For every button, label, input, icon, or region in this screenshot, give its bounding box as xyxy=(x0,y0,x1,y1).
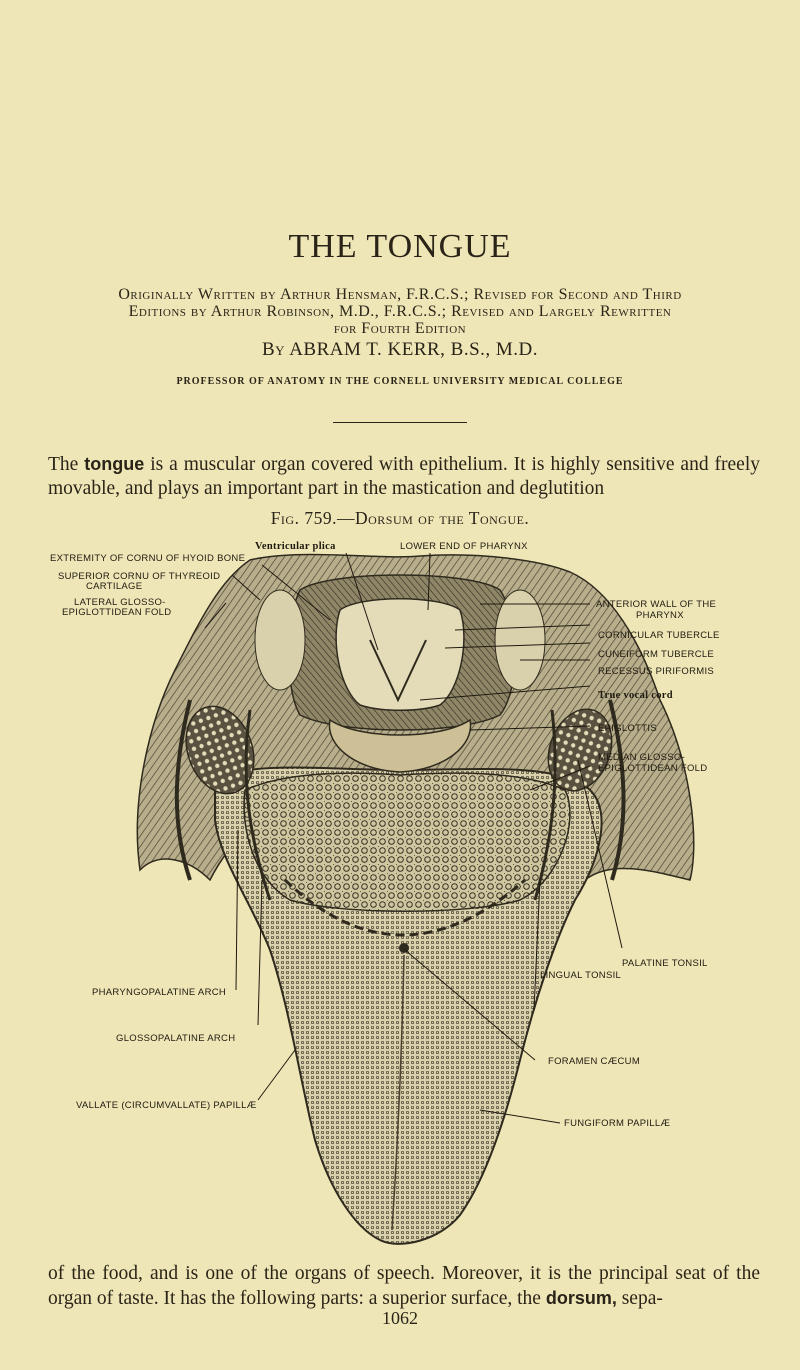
label-pharyngopalatine-arch: PHARYNGOPALATINE ARCH xyxy=(92,987,227,998)
intro-text-2: is a muscular organ covered with epithelium. It is highly sensitive and freely movable, and plays an important part in the mastication and deglutition xyxy=(48,454,760,499)
label-epiglottis: EPIGLOTTIS xyxy=(598,723,657,734)
label-anterior-wall-2: PHARYNX xyxy=(636,610,684,621)
label-fungiform-papillae: FUNGIFORM PAPILLÆ xyxy=(564,1118,671,1129)
label-true-vocal-cord: True vocal cord xyxy=(598,690,673,701)
label-recessus-piriformis: RECESSUS PIRIFORMIS xyxy=(598,666,715,677)
label-corniculate-tubercle: CORNICULAR TUBERCLE xyxy=(598,630,720,641)
continuation-term: dorsum, xyxy=(545,1288,617,1308)
continuation-text-2: sepa- xyxy=(616,1288,663,1309)
label-lateral-glosso-1: LATERAL GLOSSO- xyxy=(74,597,166,608)
label-median-glosso-1: MEDIAN GLOSSO- xyxy=(598,752,686,763)
label-foramen-caecum: FORAMEN CÆCUM xyxy=(548,1056,641,1067)
tongue-root xyxy=(244,773,570,911)
author-affiliation: PROFESSOR OF ANATOMY IN THE CORNELL UNIVERSITY MEDICAL COLLEGE xyxy=(176,376,624,387)
label-lateral-glosso-2: EPIGLOTTIDEAN FOLD xyxy=(62,607,172,618)
label-ventricular-plica: Ventricular plica xyxy=(255,541,336,552)
label-vallate-papillae: VALLATE (CIRCUMVALLATE) PAPILLÆ xyxy=(76,1100,257,1111)
label-lingual-tonsil: LINGUAL TONSIL xyxy=(540,970,622,981)
page-title: THE TONGUE xyxy=(288,228,512,265)
label-superior-cornu-thyreoid-1: SUPERIOR CORNU OF THYREOID xyxy=(58,571,221,582)
label-glossopalatine-arch: GLOSSOPALATINE ARCH xyxy=(116,1033,236,1044)
author-byline: By ABRAM T. KERR, B.S., M.D. xyxy=(261,339,539,360)
credits-line-3: for Fourth Edition xyxy=(333,320,467,337)
label-cuneiform-tubercle: CUNEIFORM TUBERCLE xyxy=(598,649,715,660)
intro-text-1: The xyxy=(48,454,85,475)
label-anterior-wall-1: ANTERIOR WALL OF THE xyxy=(596,599,717,610)
credits-line-2: Editions by Arthur Robinson, M.D., F.R.C.S.; Revised and Largely Rewritten xyxy=(128,303,672,320)
continuation-paragraph xyxy=(48,1262,760,1311)
page-number: 1062 xyxy=(382,1308,418,1328)
figure-caption: Fig. 759.—Dorsum of the Tongue. xyxy=(270,508,530,528)
label-lower-end-pharynx: LOWER END OF PHARYNX xyxy=(400,541,528,552)
continuation-text-1: of the food, and is one of the organs of speech. Moreover, it is the principal seat of the organ of taste. It has the following parts: a superior surface, the xyxy=(48,1263,760,1309)
credits-line-1: Originally Written by Arthur Hensman, F.R.C.S.; Revised for Second and Third xyxy=(118,286,682,303)
label-median-glosso-2: EPIGLOTTIDEAN FOLD xyxy=(598,763,708,774)
label-superior-cornu-thyreoid-2: CARTILAGE xyxy=(86,581,143,592)
intro-term: tongue xyxy=(84,454,145,474)
label-palatine-tonsil: PALATINE TONSIL xyxy=(622,958,708,969)
label-extremity-cornu-hyoid: EXTREMITY OF CORNU OF HYOID BONE xyxy=(50,553,246,564)
